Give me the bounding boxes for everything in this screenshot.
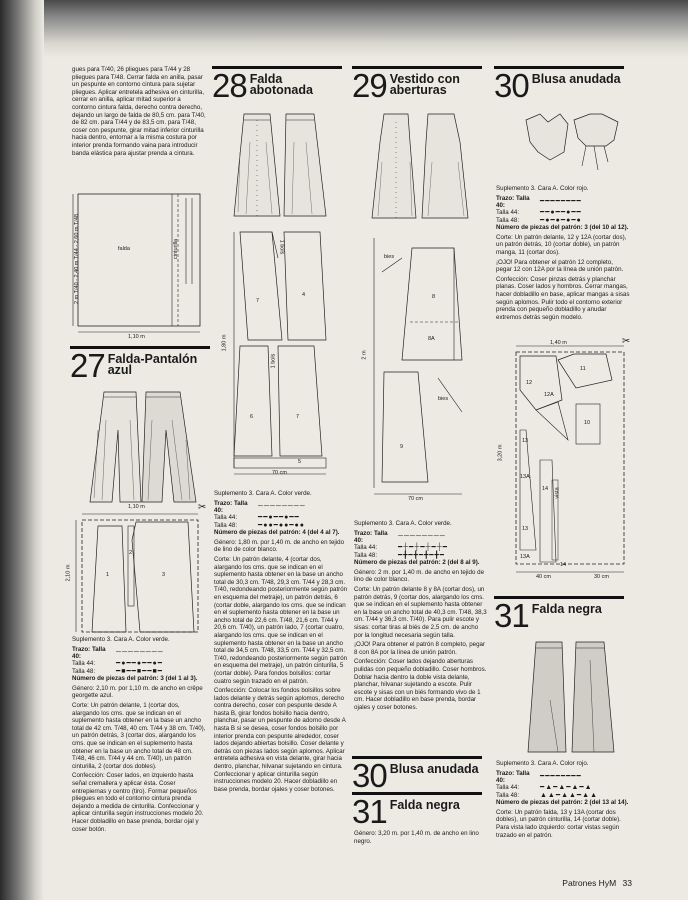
section-31-text: Suplemento 3. Cara A. Color rojo. Trazo: Talla 40: ━━━━━━━━ Talla 44: ━▲━▲━▲━▲ Talla 48: ▲▲━▲▲━▲▲ Número de piezas del patrón: 2 (del 13 al 14). Corte: Un patrón falda, 13 y 13A (cortar dos dobles), un patrón cinturilla, 14 (cortar doble). Para vista lado izquierdo: cortar vistas según trazado en el patrón. — [496, 760, 629, 839]
s27-genero: Género: 2,10 m. por 1,10 m. de ancho en crêpe georgette azul. — [72, 684, 203, 700]
s27-t44: Talla 44: — [72, 660, 96, 668]
blouse-height-label: 3,20 m — [497, 444, 504, 462]
fig1-width-label: 1,10 m — [128, 334, 145, 340]
skirt28-tbols-label: 1 bols — [270, 353, 277, 369]
blouse-width-label: 1,40 m — [550, 340, 567, 346]
s30-piezas: Número de piezas del patrón: 3 (del 10 al 12). — [496, 224, 629, 232]
section-31-title: Falda negra — [531, 602, 602, 616]
dress-bies1-label: bies — [384, 254, 395, 260]
blouse-piece-13b: 13 — [522, 526, 529, 532]
page-top-shadow — [44, 0, 688, 58]
section-28-header — [212, 66, 342, 104]
s29-t48: Talla 48: — [354, 551, 378, 559]
button-skirt-pattern-layout — [222, 228, 338, 478]
s30-trazo: Trazo: Talla 40: — [496, 194, 530, 209]
section-30-title: Blusa anudada — [531, 72, 621, 86]
section-3031-text — [354, 830, 488, 847]
s30-t48: Talla 48: — [496, 216, 520, 224]
s30-confeccion: Confección: Coser pinzas detrás y planchar planas. Coser lados y hombros. Cerrar mangas, hacer dobladillo en base, aplicar mangas a sisas según aplomos. Pulir todo el contorno exterior prenda con pequeño dobladillo y anudar extremos detrás según modelo. — [496, 275, 630, 321]
button-skirt-illustration — [232, 112, 328, 220]
blouse-piece-13ab: 13A — [520, 554, 530, 560]
section-30-text: Suplemento 3. Cara A. Color rojo. Trazo: Talla 40: ━━━━━━━━ Talla 44: ━━●━━●━━ Talla 48: ━●━●━●━● Número de piezas del patrón: 3 (del 10 al 12). Corte: Un patrón delante, 12 y 12A (cortar dos), un patrón detrás, 10 (cortar doble), un patrón manga, 11 (cortar dos). ¡OJO! Para obtener el patrón 12 completo, pegar 12 con 12A por la línea de unión patrón. Confección: Coser pinzas detrás y planchar planas. Coser lados y hombros. Cerrar mangas, hacer dobladillo en base, aplicar mangas a sisas según aplomos. Pulir todo el contorno exterior prenda con pequeño dobladillo y anudar extremos detrás según modelo. — [496, 185, 630, 321]
s31-corte: Corte: Un patrón falda, 13 y 13A (cortar dos dobles), un patrón cinturilla, 14 (cortar doble). Para vista lado izquierdo: cortar vistas según trazado en el patrón. — [496, 808, 621, 839]
black-skirt-illustration — [520, 640, 620, 756]
s29-piezas: Número de piezas del patrón: 2 (del 8 al 9). — [354, 559, 480, 567]
s28-supl: Suplemento 3. Cara A. Color verde. — [214, 490, 312, 497]
section-31-repeat-number: 31 — [352, 793, 387, 830]
fig1-falda-label: falda — [118, 246, 130, 252]
s28-t44: Talla 44: — [214, 514, 238, 522]
skirt28-width-label: 70 cm — [272, 470, 287, 476]
scissors-icon: ✂ — [198, 502, 207, 513]
s31-t48: Talla 48: — [496, 791, 520, 799]
dress-height-label: 2 m — [361, 350, 368, 360]
s27-t48: Talla 48: — [72, 667, 96, 675]
dress-piece-8a: 8A — [428, 336, 435, 342]
blouse-piece-14: 14 — [542, 486, 549, 492]
section-29-number: 29 — [352, 67, 387, 104]
section-30-repeat-title: Blusa anudada — [389, 762, 479, 776]
skirt28-piece-5: 5 — [298, 459, 302, 465]
blouse-illustration — [520, 112, 620, 174]
s28-confeccion: Confección: Colocar los fondos bolsillos sobre lados delante y detrás según aplomos, derecho contra derecho, coser con pespunte desde A hasta B, girar fondos bolsillo hacia dentro, planchar, pasar un pespunte de adorno desde A hasta B si se desea, coser fondos bolsillo por interior prenda con pespunte alrededor, coser lados dejando abiertas bolsillo. Coser delante y detrás con piezas lados según aplomos. Aplicar entretela adhesiva en vista delante, girar hacia dentro, planchar, hilvanar sujetando en cintura. Confeccionar y aplicar cinturilla según instrucciones modelo 20. Hacer dobladillo en base prenda, bordar ojales y coser botones. — [214, 687, 346, 793]
skirt28-piece-7b: 7 — [296, 414, 300, 420]
trousers-piece-2: 2 — [129, 550, 133, 556]
s29-supl: Suplemento 3. Cara A. Color verde. — [354, 520, 452, 527]
footer-label: Patrones HyM — [562, 878, 617, 888]
trousers-piece-1: 1 — [106, 572, 110, 578]
dress-illustration — [370, 112, 470, 222]
section-31-repeat-header — [352, 792, 482, 830]
s30-corte: Corte: Un patrón delante, 12 y 12A (cortar dos), un patrón detrás, 10 (cortar doble), un patrón manga, 11 (cortar dos). — [496, 233, 627, 256]
trousers-piece-3: 3 — [162, 572, 166, 578]
blouse-piece-11: 11 — [580, 366, 586, 372]
section-29-title: Vestido con aberturas — [389, 72, 460, 97]
skirt28-piece-6: 6 — [250, 414, 254, 420]
dress-pattern-layout — [362, 232, 476, 502]
section-31-repeat-title: Falda negra — [389, 798, 460, 812]
section-28-title: Falda abotonada — [249, 72, 313, 97]
s28-piezas: Número de piezas del patrón: 4 (del 4 al 7). — [214, 529, 340, 537]
blouse-piece-13: 13 — [522, 438, 529, 444]
section-27-title: Falda-Pantalón azul — [107, 352, 198, 377]
section-29-text: Suplemento 3. Cara A. Color verde. Trazo: Talla 40: ──────── Talla 44: ━┼━┼━┼━┼━ Talla 48: ━╋━╋━╋━╋━ Número de piezas del patrón: 2 (del 8 al 9). Género: 2 m. por 1,40 m. de ancho en tejido de lino de color blanco. Corte: Un patrón delante 8 y 8A (cortar dos), un patrón detrás, 9 (cortar dos, alargando los cms. que se indican en el suplemento hasta obtener en la base un ancho total de 40,3 cm. T/48, 38,3 cm. T/44 y 36,3 cm. T/40). Para pulir escote y sisas: cortar tiras al biés de 2,5 cm. de ancho por la longitud necesaria según talla. ¡OJO! Para obtener el patrón 8 completo, pegar 8 con 8A por la línea de unión patrón. Confección: Coser lados dejando aberturas pulidas con pequeño dobladillo. Coser hombros. Doblar hacia dentro la doble vista delante, planchar, hilvanar sujetando a escote. Pulir escote y sisas con un biés formando vivo de 1 cm. Hacer dobladillo en base prenda, bordar ojales y coser botones. — [354, 520, 487, 711]
skirt28-height-label: 1,80 m — [221, 334, 228, 352]
s29-genero: Género: 2 m. por 1,40 m. de ancho en tejido de lino de color blanco. — [354, 568, 485, 584]
section-27-number: 27 — [70, 347, 105, 384]
dress-bies2-label: bies — [438, 396, 449, 402]
page-footer — [562, 878, 632, 888]
s28-t48: Talla 48: — [214, 521, 238, 529]
s27-confeccion: Confección: Coser lados, en izquierdo hasta señal cremallera y aplicar ésta. Coser entrepiernas y centro (tiro). Formar pequeños pliegues en todo el contorno cintura prenda dejando a medida de cinturilla. Confeccionar y aplicar cinturilla según instrucciones modelo 20. Hacer dobladillo en base prenda, bordar ojal y coser botón. — [72, 772, 204, 833]
blouse-skirt-pattern-layout — [496, 336, 636, 580]
section-30-header — [494, 66, 624, 104]
s27-supl: Suplemento 3. Cara A. Color verde. — [72, 636, 170, 643]
trousers-illustration — [86, 390, 198, 506]
s28-trazo: Trazo: Talla 40: — [214, 499, 248, 514]
blouse-piece-14b: 14 — [560, 562, 567, 568]
trousers-pattern-layout — [65, 502, 210, 640]
blouse-width-30: 30 cm — [594, 574, 609, 580]
section-29-header — [352, 66, 482, 104]
s30-t44: Talla 44: — [496, 209, 520, 217]
s27-trazo: Trazo: Talla 40: — [72, 645, 106, 660]
s27-piezas: Número de piezas del patrón: 3 (del 1 al 3). — [72, 675, 198, 683]
s29-ojo: ¡OJO! Para obtener el patrón 8 completo, pegar 8 con 8A por la línea de unión patrón. — [354, 641, 486, 656]
trousers-height-label: 2,10 m — [65, 564, 72, 582]
dress-piece-8: 8 — [432, 294, 436, 300]
skirt-layout-figure — [70, 184, 210, 342]
blouse-width-40: 40 cm — [536, 574, 551, 580]
section-31-number: 31 — [494, 597, 529, 634]
fig1-cinturilla-label: cinturilla — [173, 238, 180, 260]
skirt28-bols-label: 1 bols — [278, 239, 285, 255]
s31-trazo: Trazo: Talla 40: — [496, 769, 530, 784]
section-30-repeat-header — [352, 756, 482, 794]
s28-genero: Género: 1,80 m. por 1,40 m. de ancho en tejido de lino de color blanco. — [214, 538, 345, 554]
s28-corte: Corte: Un patrón delante, 4 (cortar dos, alargando los cms. que se indican en el suplemento hasta obtener en la base un ancho total de 30,3 cm. T/48, 29,3 cm. T/44 y 28,3 cm. T/40, redondeando posteriormente según patrón en esquema del metraje), un patrón detrás, 6 (cortar doble, alargando los cms. que se indican en el suplemento hasta obtener en la base un ancho total de 22,6 cm. T/48, 21,6 cm. T/44 y 20,6 cm. T/40), un patrón lado, 7 (cortar cuatro, alargando los cms. que se indican en el suplemento hasta obtener en la base un ancho total de 34,5 cm. T/48, 33,5 cm. T/44 y 32,5 cm. T/40, redondeando posteriormente según patrón en esquema del metraje), un patrón cinturilla, 5 (cortar doble). Para fondos bolsillos: cortar cuatro según trazado en el patrón. — [214, 556, 348, 685]
blouse-piece-10: 10 — [584, 420, 591, 426]
blouse-piece-12a: 12A — [544, 392, 554, 398]
s29-trazo: Trazo: Talla 40: — [354, 529, 388, 544]
dress-width-label: 70 cm — [408, 496, 423, 502]
s31-piezas: Número de piezas del patrón: 2 (del 13 al 14). — [496, 799, 629, 807]
s29-t44: Talla 44: — [354, 544, 378, 552]
section-30-repeat-number: 30 — [352, 757, 387, 794]
s29-confeccion: Confección: Coser lados dejando aberturas pulidas con pequeño dobladillo. Coser hombros. Doblar hacia dentro la doble vista delante, planchar, hilvanar sujetando a escote. Pulir escote y sisas con un biés formando vivo de 1 cm. Hacer dobladillo en base prenda, bordar ojales y coser botones. — [354, 658, 487, 711]
scissors-icon: ✂ — [622, 336, 631, 347]
fig1-vertical-label: 2 m T/40 - 2,40 m T/44 - 2,60 m T/48 — [74, 214, 80, 304]
page-number: 33 — [622, 878, 632, 888]
s31-t44: Talla 44: — [496, 784, 520, 792]
page-binding-shadow — [0, 0, 44, 900]
column-1 — [72, 66, 206, 159]
section-27-text: Suplemento 3. Cara A. Color verde. Trazo: Talla 40: ──────── Talla 44: ━●━━●━━●━ Talla 48: ━■━━■━━■━ Número de piezas del patrón: 3 (del 1 al 3). Género: 2,10 m. por 1,10 m. de ancho en crêpe georgette azul. Corte: Un patrón delante, 1 (cortar dos, alargando los cms. que se indican en el suplemento hasta obtener en la base un ancho total de 42 cm. T/48, 40 cm. T/44 y 38 cm. T/40), un patrón detrás, 3 (cortar dos, alargando los cms. que se indican en el suplemento hasta obtener en la base un ancho total de 48 cm. T/48, 46 cm. T/44 y 44 cm. T/40), un patrón cinturilla, 2 (cortar dos dobles). Confección: Coser lados, en izquierdo hasta señal cremallera y aplicar ésta. Coser entrepiernas y centro (tiro). Formar pequeños pliegues en todo el contorno cintura prenda dejando a medida de cinturilla. Confeccionar y aplicar cinturilla según instrucciones modelo 20. Hacer dobladillo en base prenda, bordar ojal y coser botón. — [72, 636, 206, 833]
s29-corte: Corte: Un patrón delante 8 y 8A (cortar dos), un patrón detrás, 9 (cortar dos, alargando los cms. que se indican en el suplemento hasta obtener en la base un ancho total de 40,3 cm. T/48, 38,3 cm. T/44 y 36,3 cm. T/40). Para pulir escote y sisas: cortar tiras al biés de 2,5 cm. de ancho por la longitud necesaria según talla. — [354, 586, 487, 639]
s3031-genero: Género: 3,20 m. por 1,40 m. de ancho en lino negro. — [354, 830, 479, 845]
section-28-number: 28 — [212, 67, 247, 104]
s30-supl: Suplemento 3. Cara A. Color rojo. — [496, 185, 589, 192]
blouse-piece-13a: 13A — [520, 474, 530, 480]
section-27-header — [70, 346, 210, 384]
trousers-width-label: 1,10 m — [128, 504, 145, 510]
skirt28-piece-7a: 7 — [256, 298, 260, 304]
s30-ojo: ¡OJO! Para obtener el patrón 12 completo, pegar 12 con 12A por la línea de unión patrón. — [496, 258, 624, 274]
s27-corte: Corte: Un patrón delante, 1 (cortar dos, alargando los cms. que se indican en el suplemento hasta obtener en la base un ancho total de 42 cm. T/48, 40 cm. T/44 y 38 cm. T/40), un patrón detrás, 3 (cortar dos, alargando los cms. que se indican en el suplemento hasta obtener en la base un ancho total de 48 cm. T/48, 46 cm. T/44 y 44 cm. T/40), un patrón cinturilla, 2 (cortar dos dobles). — [72, 702, 206, 770]
blouse-vista-label: vista — [554, 487, 561, 499]
dress-piece-9: 9 — [400, 444, 404, 450]
intro-text: gues para T/40, 26 pliegues para T/44 y 28 pliegues para T/48. Cerrar falda en anilla, pasar un pespunte en contorno cintura para sujetar pliegues. Aplicar entretela adhesiva en cinturilla, cerrar en anilla, aplicar mitad superior a contorno cintura falda, derecho contra derecho, dejando un largo de falda de 80,5 cm. para T/40, de 82 cm. para T/44 y de 83,5 cm. para T/48, coser con pespunte, girar mitad inferior cinturilla hacia dentro, entornar a la misma costura por interior prenda formando vaina para introducir banda elástica para ajustar prenda a cintura. — [72, 66, 206, 157]
section-30-number: 30 — [494, 67, 529, 104]
skirt28-piece-4: 4 — [302, 292, 306, 298]
s31-supl: Suplemento 3. Cara A. Color rojo. — [496, 760, 589, 767]
section-31-header — [494, 596, 624, 634]
section-28-text: Suplemento 3. Cara A. Color verde. Trazo: Talla 40: ──────── Talla 44: ━━●━━●━━ Talla 48: ━●●━●●━●● Número de piezas del patrón: 4 (del 4 al 7). Género: 1,80 m. por 1,40 m. de ancho en tejido de lino de color blanco. Corte: Un patrón delante, 4 (cortar dos, alargando los cms. que se indican en el suplemento hasta obtener en la base un ancho total de 30,3 cm. T/48, 29,3 cm. T/44 y 28,3 cm. T/40, redondeando posteriormente según patrón en esquema del metraje), un patrón detrás, 6 (cortar doble, alargando los cms. que se indican en el suplemento hasta obtener en la base un ancho total de 22,6 cm. T/48, 21,6 cm. T/44 y 20,6 cm. T/40), un patrón lado, 7 (cortar cuatro, alargando los cms. que se indican en el suplemento hasta obtener en la base un ancho total de 34,5 cm. T/48, 33,5 cm. T/44 y 32,5 cm. T/40, redondeando posteriormente según patrón en esquema del metraje), un patrón cinturilla, 5 (cortar doble). Para fondos bolsillos: cortar cuatro según trazado en el patrón. Confección: Colocar los fondos bolsillos sobre lados delante y detrás según aplomos, derecho contra derecho, coser con pespunte desde A hasta B, girar fondos bolsillo hacia dentro, planchar, pasar un pespunte de adorno desde A hasta B si se desea, coser fondos bolsillo por interior prenda con pespunte alrededor, coser lados dejando abiertas bolsillo. Coser delante y detrás con piezas lados según aplomos. Aplicar entretela adhesiva en vista delante, girar hacia dentro, planchar, hilvanar sujetando en cintura. Confeccionar y aplicar cinturilla según instrucciones modelo 20. Hacer dobladillo en base prenda, bordar ojales y coser botones. — [214, 490, 348, 793]
blouse-piece-12: 12 — [526, 380, 533, 386]
